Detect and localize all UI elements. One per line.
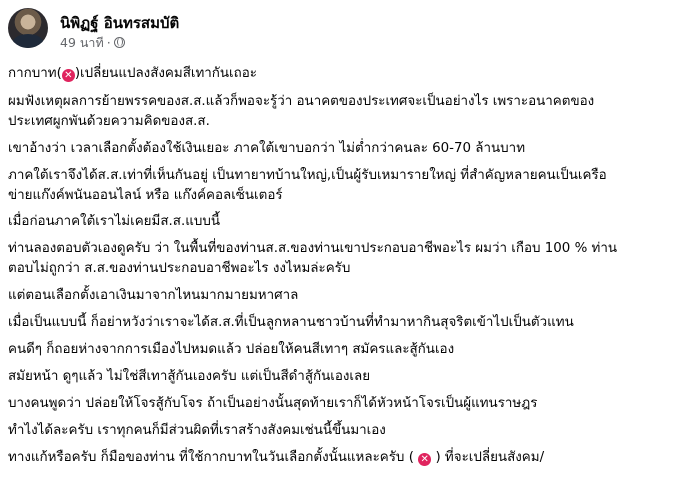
cross-mark-icon: ✕ <box>62 69 75 82</box>
post-paragraph: แต่ตอนเลือกตั้งเอาเงินมาจากไหนมากมายมหาศาล <box>8 288 299 303</box>
post-paragraph: ข่ายแก๊งค์พนันออนไลน์ หรือ แก๊งค์คอลเซ็นเตอร์ <box>8 188 283 203</box>
post-paragraph: ประเทศผูกพันด้วยความคิดของส.ส. <box>8 114 210 129</box>
post-paragraph: ผมฟังเหตุผลการย้ายพรรคของส.ส.แล้วก็พอจะรู้ว่า อนาคตของประเทศจะเป็นอย่างไร เพราะอนาคตของ <box>8 94 595 109</box>
post-meta <box>60 33 125 53</box>
post-paragraph: กากบาท( ✕ )เปลี่ยนแปลงสังคมสีเทากันเถอะ <box>8 66 257 81</box>
post-paragraph: ทางแก้หรือครับ ก็มือของท่าน ที่ใช้กากบาทในวันเลือกตั้งนั้นแหละครับ ( ✕ ) ที่จะเปลี่ยนสังคม/ <box>8 450 545 465</box>
post-paragraph: คนดีๆ ก็ถอยห่างจากการเมืองไปหมดแล้ว ปล่อยให้คนสีเทาๆ สมัครและสู้กันเอง <box>8 342 455 357</box>
avatar[interactable] <box>8 8 48 48</box>
globe-icon[interactable] <box>114 37 125 48</box>
post-paragraph: เขาอ้างว่า เวลาเลือกตั้งต้องใช้เงินเยอะ ภาคใต้เขาบอกว่า ไม่ต่ำกว่าคนละ 60-70 ล้านบาท <box>8 141 526 156</box>
post-paragraph: ตอบไม่ถูกว่า ส.ส.ของท่านประกอบอาชีพอะไร งงไหมล่ะครับ <box>8 261 351 276</box>
post-header <box>8 8 668 54</box>
post-paragraph: เมื่อก่อนภาคใต้เราไม่เคยมีส.ส.แบบนี้ <box>8 214 220 229</box>
post-paragraph: ท่านลองตอบตัวเองดูครับ ว่า ในพื้นที่ของท่านส.ส.ของท่านเขาประกอบอาชีพอะไร ผมว่า เกือบ 100 % ท่าน <box>8 241 618 256</box>
cross-mark-icon: ✕ <box>418 453 431 466</box>
post-paragraph: สมัยหน้า ดูๆแล้ว ไม่ใช่สีเทาสู้กันเองครับ แต่เป็นสีดำสู้กันเองเลย <box>8 369 371 384</box>
post-paragraph: ภาคใต้เราจึงได้ส.ส.เท่าที่เห็นกันอยู่ เป็นทายาทบ้านใหญ่,เป็นผู้รับเหมารายใหญ่ ที่สำคัญหลายคนเป็นเครือ <box>8 168 607 183</box>
meta-separator: · <box>106 35 111 50</box>
post-paragraph: ทำไงได้ละครับ เราทุกคนก็มีส่วนผิดที่เราสร้างสังคมเช่นนี้ขึ้นมาเอง <box>8 423 386 438</box>
post-timestamp[interactable]: 49 นาที <box>60 35 104 50</box>
post-paragraph: บางคนพูดว่า ปล่อยให้โจรสู้กับโจร ถ้าเป็นอย่างนั้นสุดท้ายเราก็ได้หัวหน้าโจรเป็นผู้แทนราษฎร <box>8 396 538 411</box>
post-paragraph: เมื่อเป็นแบบนี้ ก็อย่าหวังว่าเราจะได้ส.ส.ที่เป็นลูกหลานชาวบ้านที่ทำมาหากินสุจริตเข้าไปเป็นตัวแทน <box>8 315 574 330</box>
author-name[interactable]: นิพิฏฐ์ อินทรสมบัติ <box>60 14 180 32</box>
